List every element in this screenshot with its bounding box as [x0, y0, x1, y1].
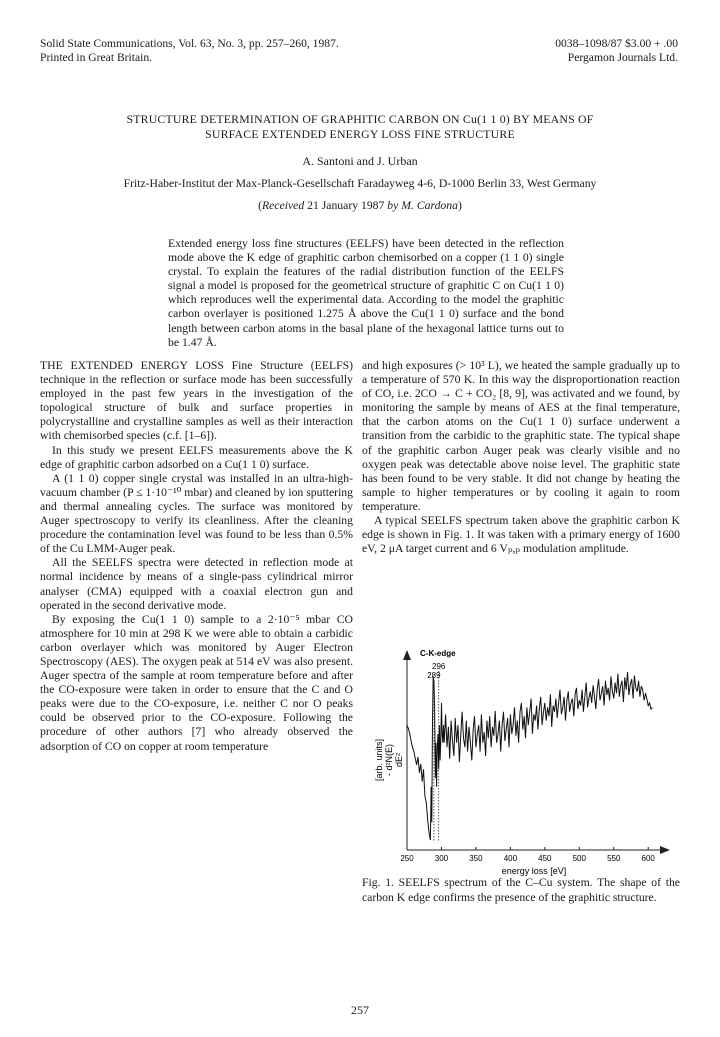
left-column [40, 359, 353, 754]
title-line-1: STRUCTURE DETERMINATION OF GRAPHITIC CARBON ON Cu(1 1 0) BY MEANS OF [126, 112, 594, 126]
paragraph: All the SEELFS spectra were detected in reflection mode at normal incidence by means of a single-pass cylindrical mirror analyser (CMA) equipped with a coaxial electron gun and operated in the second derivative mode. [40, 556, 353, 612]
right-column [362, 359, 680, 556]
paragraph: and high exposures (> 10³ L), we heated the sample gradually up to a temperature of 570 K. In this way the disproportionation reaction of CO, i.e. 2CO → C + CO₂ [8, 9], was activated and we found, by monitoring the sample by means of AES at the final temperature, that the carbon atoms on the Cu(1 1 0) surface underwent a transition from the carbidic to the graphitic state. The typical shape of the graphitic carbon Auger peak was clearly visible and no oxygen peak was detectable above noise level. The graphitic state has been found to be very stable. It did not change by heating the sample to higher temperatures or by cooling it again to room temperature. [362, 359, 680, 513]
publisher-info [555, 37, 678, 65]
x-tick-label: 350 [469, 854, 483, 863]
x-tick-label: 550 [607, 854, 621, 863]
x-tick-label: 300 [434, 854, 449, 863]
x-tick-labels [400, 854, 655, 863]
received-by: by M. Cardona [387, 199, 458, 212]
publisher-line: Pergamon Journals Ltd. [567, 51, 678, 64]
x-tick-label: 450 [538, 854, 552, 863]
figure-caption: Fig. 1. SEELFS spectrum of the C–Cu system. The shape of the carbon K edge confirms the presence of the graphitic structure. [362, 876, 680, 904]
journal-line: Solid State Communications, Vol. 63, No. 3, pp. 257–260, 1987. [40, 37, 339, 50]
x-tick-label: 600 [641, 854, 655, 863]
paragraph: A (1 1 0) copper single crystal was installed in an ultra-high-vacuum chamber (P ≤ 1·10⁻¹⁰ mbar) and cleaned by ion sputtering and thermal annealing cycles. The surface was monitored by Auger spectroscopy to verify its cleanliness. After the cleaning procedure the contamination level was found to be less than 0.5% of the Cu LMM-Auger peak. [40, 471, 353, 556]
issn-price-line: 0038–1098/87 $3.00 + .00 [555, 37, 678, 50]
c-k-edge-label: C-K-edge [420, 649, 456, 658]
y-label-line-3: [arb. units] [374, 738, 384, 782]
article-title [40, 112, 680, 142]
printed-line: Printed in Great Britain. [40, 51, 153, 64]
title-line-2: SURFACE EXTENDED ENERGY LOSS FINE STRUCTURE [205, 127, 515, 141]
x-axis-arrow [660, 846, 670, 854]
affiliation: Fritz-Haber-Institut der Max-Planck-Gesellschaft Faradayweg 4-6, D-1000 Berlin 33, West Germany [123, 177, 597, 190]
x-tick-label: 250 [400, 854, 414, 863]
paragraph: A typical SEELFS spectrum taken above the graphitic carbon K edge is shown in Fig. 1. It was taken with a primary energy of 1600 eV, 2 μA target current and 6 Vₚ,ₚ modulation amplitude. [362, 514, 680, 556]
seelfs-spectrum-chart [362, 642, 680, 876]
y-axis-arrow [403, 650, 411, 660]
y-axis-label [374, 739, 404, 781]
received-close: ) [457, 199, 462, 212]
received-word: Received [262, 199, 305, 212]
received-open: ( [258, 199, 263, 212]
marker-label-289: 289 [427, 671, 441, 680]
page-number: 257 [351, 1003, 369, 1017]
spectrum-line [407, 672, 652, 840]
paragraph: In this study we present EELFS measurements above the K edge of graphitic carbon adsorbed on a Cu(1 1 0) surface. [40, 443, 353, 471]
abstract: Extended energy loss fine structures (EELFS) have been detected in the reflection mode above the K edge of graphitic carbon chemisorbed on a copper (1 1 0) single crystal. To explain the features of the radial distribution function of the EELFS signal a model is proposed for the geometrical structure of graphitic C on Cu(1 1 0) which reproduces well the experimental data. According to the model the graphitic carbon overlayer is positioned 1.275 Å above the Cu(1 1 0) surface and the bond length between carbon atoms in the basal plane of the hexagonal lattice turns out to be 1.47 Å. [168, 237, 564, 349]
marker-label-296: 296 [432, 662, 446, 671]
paragraph: THE EXTENDED ENERGY LOSS Fine Structure (EELFS) technique in the reflection or surface mode has been successfully employed in the past few years in the investigation of the topological structure of bulk and surface properties in polycrystalline and crystalline samples as well as their interaction with chemisorbed species (c.f. [1–6]). [40, 359, 353, 443]
x-tick-label: 500 [572, 854, 586, 863]
y-label-line-1: - d²N(E) [384, 744, 394, 776]
received-date: 21 January 1987 [304, 199, 388, 212]
x-axis-label: energy loss [eV] [501, 866, 567, 876]
paragraph: By exposing the Cu(1 1 0) sample to a 2·10⁻⁵ mbar CO atmosphere for 10 min at 298 K we were able to obtain a carbidic carbon overlayer which was monitored by Auger Electron Spectroscopy (AES). The oxygen peak at 514 eV was also present. Auger spectra of the sample at room temperature before and after the CO-exposure were taken in order to ensure that the C and O peaks were due to the CO-exposure, i.e. neither C nor O peaks could be observed prior to the CO-exposure. Following the procedure of other authors [7] who already observed the adsorption of CO on copper at room temperature [40, 612, 353, 753]
y-label-line-2: dE² [394, 752, 404, 768]
authors: A. Santoni and J. Urban [302, 154, 418, 168]
received-line [0, 199, 720, 212]
x-tick-label: 400 [503, 854, 518, 863]
journal-citation [40, 37, 339, 65]
